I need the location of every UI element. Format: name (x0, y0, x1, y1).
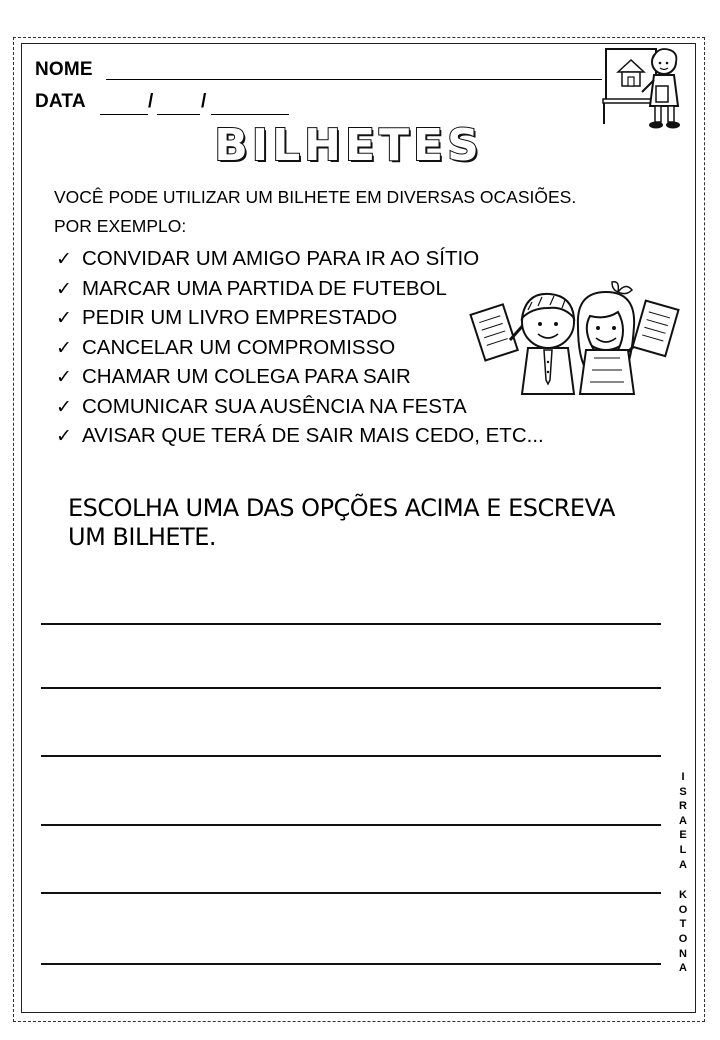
name-field-line[interactable] (106, 79, 602, 80)
list-item (56, 421, 544, 451)
intro-text: POR EXEMPLO: (54, 216, 187, 236)
check-icon: ✓ (56, 277, 72, 300)
intro-text: VOCÊ PODE UTILIZAR UM BILHETE EM DIVERSAS OCASIÕES. (54, 187, 577, 207)
date-slash: / (201, 91, 207, 112)
writing-line[interactable] (41, 623, 661, 625)
writing-line[interactable] (41, 963, 661, 965)
date-month-line[interactable] (157, 114, 200, 115)
list-item-label: AVISAR QUE TERÁ DE SAIR MAIS CEDO, ETC... (82, 424, 544, 447)
list-item-label: CONVIDAR UM AMIGO PARA IR AO SÍTIO (82, 247, 480, 270)
date-year-line[interactable] (211, 114, 289, 115)
task-instruction (68, 494, 668, 552)
writing-line[interactable] (41, 824, 661, 826)
check-icon: ✓ (56, 425, 72, 447)
writing-line[interactable] (41, 892, 661, 894)
kids-with-notes-illustration (468, 280, 680, 400)
date-day-line[interactable] (100, 114, 148, 115)
author-first-name: I S R A E L A (679, 771, 687, 871)
check-icon: ✓ (56, 307, 72, 329)
list-item-label: CHAMAR UM COLEGA PARA SAIR (82, 365, 411, 388)
check-icon: ✓ (56, 336, 72, 359)
date-label: DATA (35, 91, 86, 112)
check-icon: ✓ (56, 248, 72, 270)
check-icon: ✓ (56, 395, 72, 418)
writing-line[interactable] (41, 755, 661, 757)
date-slash: / (148, 91, 154, 112)
writing-line[interactable] (41, 687, 661, 689)
list-item-label: COMUNICAR SUA AUSÊNCIA NA FESTA (82, 394, 467, 418)
author-credit (676, 770, 690, 976)
list-item-label: MARCAR UMA PARTIDA DE FUTEBOL (82, 276, 447, 300)
list-item-label: CANCELAR UM COMPROMISSO (82, 335, 396, 359)
check-icon: ✓ (56, 366, 72, 388)
task-line: UM BILHETE. (68, 523, 216, 551)
author-last-name: K O T O N A (678, 889, 688, 975)
name-label: NOME (35, 59, 93, 80)
list-item (56, 244, 544, 274)
page-title: BILHETES (214, 120, 483, 171)
list-item-label: PEDIR UM LIVRO EMPRESTADO (82, 306, 398, 329)
task-line: ESCOLHA UMA DAS OPÇÕES ACIMA E ESCREVA (68, 494, 615, 522)
